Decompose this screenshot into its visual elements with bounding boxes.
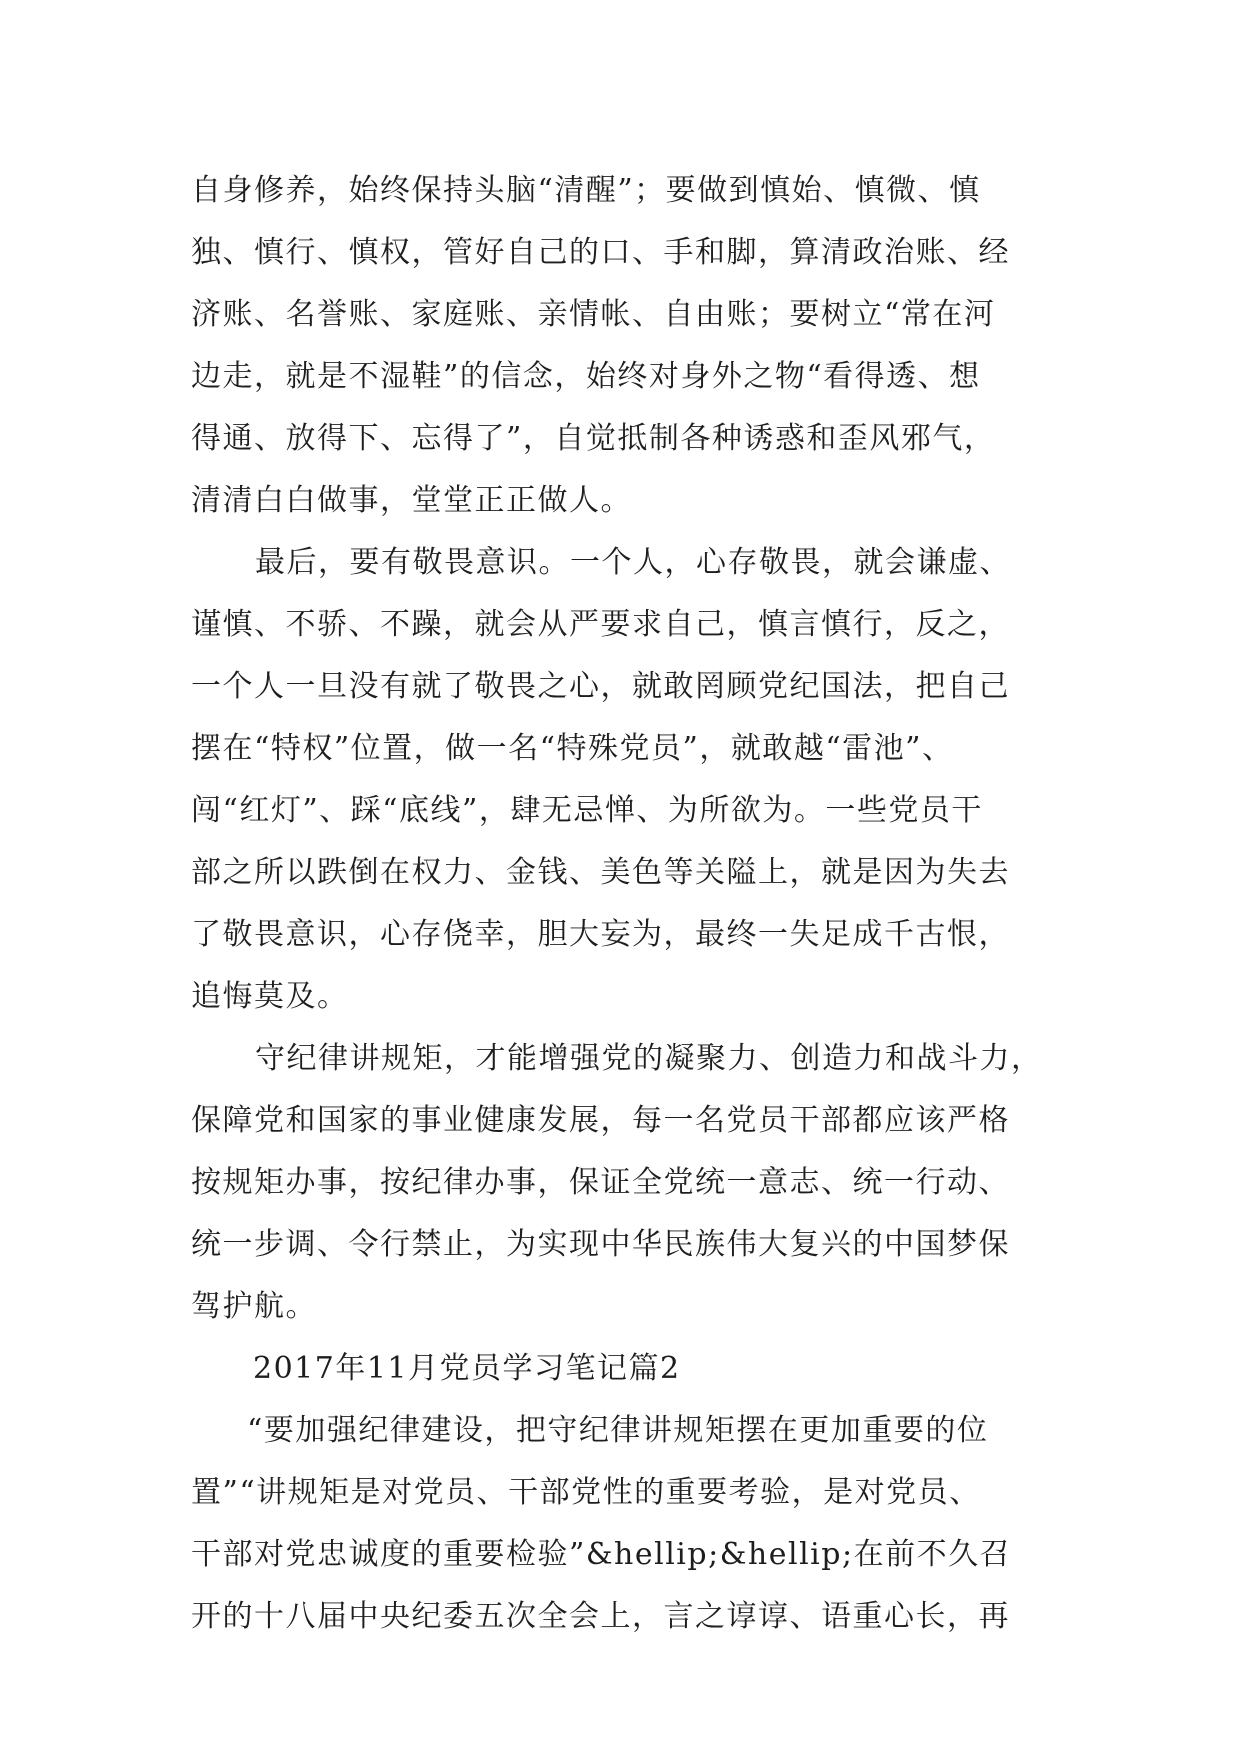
text-line: 摆在“特权”位置，做一名“特殊党员”，就敢越“雷池”、	[191, 731, 954, 766]
text-line: 驾护航。	[191, 1289, 317, 1324]
text-line: 自身修养，始终保持头脑“清醒”；要做到慎始、慎微、慎	[191, 173, 981, 208]
text-line: 统一步调、令行禁止，为实现中华民族伟大复兴的中国梦保	[191, 1227, 1010, 1262]
text-line: 保障党和国家的事业健康发展，每一名党员干部都应该严格	[191, 1103, 1010, 1138]
text-line: 了敬畏意识，心存侥幸，胆大妄为，最终一失足成千古恨，	[191, 917, 1010, 952]
section-heading	[191, 1338, 1071, 1400]
text-line: 得通、放得下、忘得了”，自觉抵制各种诱惑和歪风邪气，	[191, 421, 996, 456]
text-line: 一个人一旦没有就了敬畏之心，就敢罔顾党纪国法，把自己	[191, 669, 1010, 704]
text-line: “要加强纪律建设，把守纪律讲规矩摆在更加重要的位	[247, 1413, 989, 1448]
text-line: 守纪律讲规矩，才能增强党的凝聚力、创造力和战斗力，	[255, 1041, 1043, 1076]
paragraph	[191, 1400, 1071, 1648]
text-line: 干部对党忠诚度的重要检验”&hellip;&hellip;在前不久召	[191, 1537, 1012, 1572]
text-line: 追悔莫及。	[191, 979, 349, 1014]
paragraph	[191, 160, 1071, 532]
heading-line: 2017年11月党员学习笔记篇2	[253, 1351, 681, 1386]
text-line: 部之所以跌倒在权力、金钱、美色等关隘上，就是因为失去	[191, 855, 1010, 890]
text-line: 闯“红灯”、踩“底线”，肆无忌惮、为所欲为。一些党员干	[191, 793, 983, 828]
paragraph	[191, 532, 1071, 1028]
text-line: 开的十八届中央纪委五次全会上，言之谆谆、语重心长，再	[191, 1599, 1010, 1634]
text-line: 最后，要有敬畏意识。一个人，心存敬畏，就会谦虚、	[255, 545, 1011, 580]
text-line: 按规矩办事，按纪律办事，保证全党统一意志、统一行动、	[191, 1165, 1010, 1200]
text-line: 济账、名誉账、家庭账、亲情帐、自由账；要树立“常在河	[191, 297, 996, 332]
text-line: 清清白白做事，堂堂正正做人。	[191, 483, 632, 518]
document-body	[191, 160, 1071, 1648]
text-line: 谨慎、不骄、不躁，就会从严要求自己，慎言慎行，反之，	[191, 607, 1010, 642]
text-line: 独、慎行、慎权，管好自己的口、手和脚，算清政治账、经	[191, 235, 1010, 270]
text-line: 置”“讲规矩是对党员、干部党性的重要考验，是对党员、	[191, 1475, 981, 1510]
text-line: 边走，就是不湿鞋”的信念，始终对身外之物“看得透、想	[191, 359, 981, 394]
paragraph	[191, 1028, 1071, 1338]
